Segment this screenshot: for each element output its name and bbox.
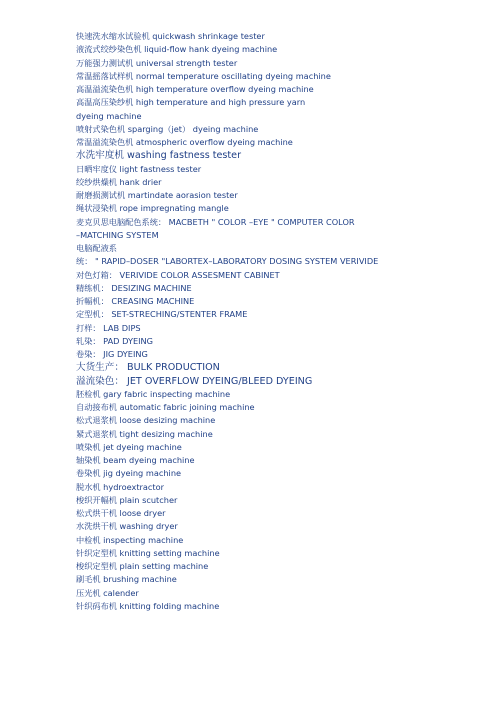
glossary-line: 液流式绞纱染色机 liquid-flow hank dyeing machine <box>76 44 278 55</box>
glossary-line: 脱水机 hydroextractor <box>76 481 165 492</box>
glossary-line: 针织定型机 knitting setting machine <box>76 547 220 558</box>
glossary-line: 卷染机 jig dyeing machine <box>76 468 182 479</box>
glossary-line: 松式退浆机 loose desizing machine <box>76 415 216 426</box>
glossary-line: dyeing machine <box>76 110 142 121</box>
glossary-line: 水洗烘干机 washing dryer <box>76 521 178 532</box>
glossary-line: 水洗牢度机 washing fastness tester <box>76 150 242 162</box>
glossary-line: 精练机： DESIZING MACHINE <box>76 282 192 293</box>
glossary-line: –MATCHING SYSTEM <box>76 229 159 240</box>
glossary-line: 折幅机： CREASING MACHINE <box>76 296 195 306</box>
glossary-line: 统： " RAPID–DOSER "LABORTEX–LABORATORY DOSING SYSTEM VERIVIDE <box>76 256 379 267</box>
glossary-line: 松式烘干机 loose dryer <box>76 508 166 518</box>
glossary-line: 溢流染色： JET OVERFLOW DYEING/BLEED DYEING <box>76 375 313 387</box>
glossary-page <box>76 30 476 613</box>
glossary-line: 喷射式染色机 sparging（jet） dyeing machine <box>76 123 259 134</box>
glossary-line: 万能强力测试机 universal strength tester <box>76 57 238 68</box>
glossary-line: 打样： LAB DIPS <box>76 322 141 333</box>
glossary-line: 轧染： PAD DYEING <box>76 335 154 346</box>
glossary-line: 针织码布机 knitting folding machine <box>76 600 220 611</box>
glossary-line: 梭织开幅机 plain scutcher <box>76 494 178 505</box>
glossary-line: 卷染： JIG DYEING <box>76 349 148 359</box>
glossary-line: 压光机 calender <box>76 587 139 598</box>
glossary-line: 紧式退浆机 tight desizing machine <box>76 428 213 439</box>
glossary-line: 高温高压染纱机 high temperature and high pressure yarn <box>76 97 306 108</box>
glossary-line: 对色灯箱： VERIVIDE COLOR ASSESMENT CABINET <box>76 269 280 280</box>
glossary-line: 常温溢流染色机 atmospheric overflow dyeing machine <box>76 137 293 147</box>
glossary-line: 梭织定型机 plain setting machine <box>76 561 209 571</box>
glossary-line: 中检机 inspecting machine <box>76 534 184 545</box>
glossary-line: 自动接布机 automatic fabric joining machine <box>76 402 255 412</box>
glossary-line: 常温摇落试样机 normal temperature oscillating dyeing machine <box>76 70 331 81</box>
glossary-line: 快速洗水缩水试验机 quickwash shrinkage tester <box>76 31 265 41</box>
glossary-line: 绞纱烘燥机 hank drier <box>76 176 162 187</box>
glossary-line: 麦克贝思电脑配色系统： MACBETH " COLOR –EYE " COMPUTER COLOR <box>76 216 355 227</box>
glossary-line: 电脑配液系 <box>76 243 117 253</box>
glossary-line: 大货生产： BULK PRODUCTION <box>76 362 220 374</box>
glossary-line: 刷毛机 brushing machine <box>76 574 177 585</box>
glossary-line: 高温溢流染色机 high temperature overflow dyeing machine <box>76 84 314 94</box>
glossary-line: 耐磨损测试机 martindate aorasion tester <box>76 190 238 200</box>
glossary-line: 日晒牢度仪 light fastness tester <box>76 163 202 174</box>
glossary-line: 胚检机 gary fabric inspecting machine <box>76 388 231 399</box>
glossary-line: 轴染机 beam dyeing machine <box>76 455 195 465</box>
glossary-line: 定型机： SET-STRECHING/STENTER FRAME <box>76 309 248 320</box>
glossary-line: 绳状浸染机 rope impregnating mangle <box>76 203 229 214</box>
glossary-line: 喷染机 jet dyeing machine <box>76 441 182 452</box>
